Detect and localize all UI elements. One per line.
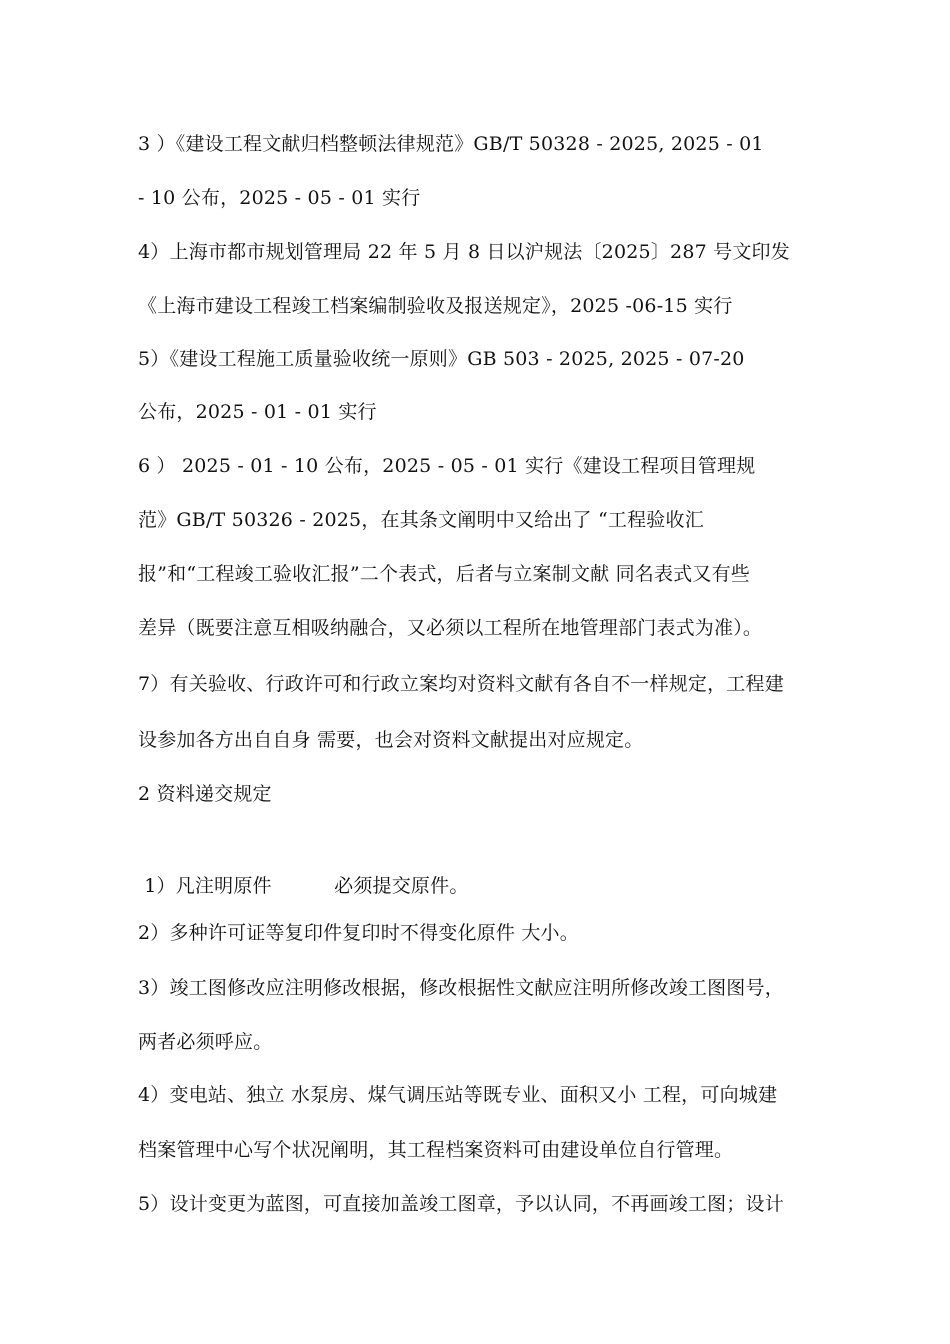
text-line: 5）设计变更为蓝图，可直接加盖竣工图章，予以认同，不再画竣工图；设计	[138, 1193, 784, 1215]
text-line: 设参加各方出自自身 需要，也会对资料文献提出对应规定。	[138, 729, 644, 751]
text-line: 3 ）《建设工程文献归档整顿法律规范》GB/T 50328 - 2025, 2025 - 01	[138, 133, 764, 155]
text-line: 4）变电站、独立 水泵房、煤气调压站等既专业、面积又小 工程，可向城建	[138, 1084, 778, 1106]
text-line: 2）多种许可证等复印件复印时不得变化原件 大小。	[138, 922, 579, 944]
section-heading: 2 资料递交规定	[138, 783, 272, 805]
text-line: 6 ） 2025 - 01 - 10 公布，2025 - 05 - 01 实行《建设工程项目管理规	[138, 455, 756, 477]
text-line: 差异（既要注意互相吸纳融合，又必须以工程所在地管理部门表式为准）。	[138, 617, 763, 639]
text-line: 1）凡注明原件 必须提交原件。	[138, 875, 469, 897]
text-line: 范》GB/T 50326 - 2025，在其条文阐明中又给出了 “工程验收汇	[138, 509, 704, 531]
text-line: - 10 公布，2025 - 05 - 01 实行	[138, 187, 421, 209]
text-line: 7）有关验收、行政许可和行政立案均对资料文献有各自不一样规定，工程建	[138, 673, 784, 695]
text-line: 两者必须呼应。	[138, 1031, 273, 1053]
text-line: 公布，2025 - 01 - 01 实行	[138, 401, 377, 423]
text-line: 5）《建设工程施工质量验收统一原则》GB 503 - 2025, 2025 - 07-20	[138, 348, 745, 370]
text-line: 《上海市建设工程竣工档案编制验收及报送规定》，2025 -06-15 实行	[138, 295, 733, 317]
text-line: 档案管理中心写个状况阐明，其工程档案资料可由建设单位自行管理。	[138, 1139, 734, 1161]
text-line: 3）竣工图修改应注明修改根据，修改根据性文献应注明所修改竣工图图号，	[138, 977, 784, 999]
text-line: 4）上海市都市规划管理局 22 年 5 月 8 日以沪规法〔2025〕287 号文印发	[138, 241, 790, 263]
text-line: 报”和“工程竣工验收汇报”二个表式，后者与立案制文献 同名表式又有些	[138, 563, 750, 585]
